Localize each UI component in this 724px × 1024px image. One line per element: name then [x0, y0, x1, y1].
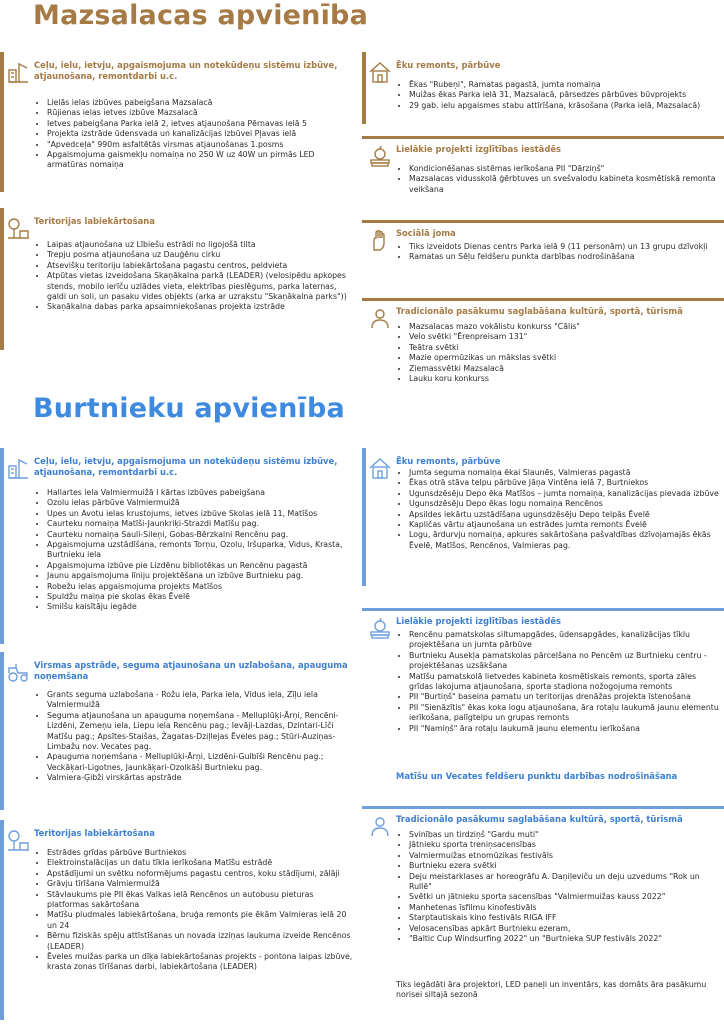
list-item: • Jaunu apgaismojuma līniju projektēšana un izbūve Burtnieku pag. — [47, 571, 354, 581]
list-item: • Kapličas vārtu atjaunošana un estrādes jumta remonts Ēvelē — [409, 520, 720, 530]
list-item: • Rencēnu pamatskolas siltumapgādes, ūdensapgādes, kanalizācijas tīklu projektēšana un jumta pārbūve — [409, 630, 720, 651]
burtnieki-culture-section — [362, 806, 724, 1018]
list-item: • Ietves pabeigšana Parka ielā 2, ietves atjaunošana Pērnavas ielā 5 — [47, 119, 354, 129]
list-item: • Deju meistarklases ar horeogrāfu A. Daņiļeviču un deju uzvedums "Rok un Rullē" — [409, 872, 720, 893]
section-title: Lielākie projekti izglītības iestādēs — [396, 616, 561, 626]
list-item: • Svētki un jātnieku sporta sacensības "Valmiermuižas kauss 2022" — [409, 892, 720, 902]
list-item: • Skaņākalna dabas parka apsaimniekošanas projekta izstrāde — [47, 302, 354, 312]
list-item: • Teātra svētki — [409, 343, 720, 353]
list-item: • Jumta seguma nomaiņa ēkai Slaunēs, Valmieras pagastā — [409, 468, 720, 478]
mazsalaca-culture-section — [362, 298, 724, 400]
mazsalaca-roads-section — [0, 52, 358, 192]
list-item: • Ugunsdzēsēju Depo ēkas logu nomaiņa Rencēnos — [409, 499, 720, 509]
list-item: • Matīšu pamatskolā lietvedes kabineta kosmētiskais remonts, sporta zāles grīdas lakojuma atjaunošana, sporta stadiona nožogojuma remonts — [409, 672, 720, 693]
burtnieki-education-list — [396, 630, 720, 734]
burtnieki-buildings-list — [396, 468, 720, 551]
mazsalaca-social-section — [362, 220, 724, 286]
section-title: Ceļu, ielu, ietvju, apgaismojuma un notekūdeņu sistēmu izbūve, atjaunošana, remontdarbi u.c. — [34, 60, 338, 81]
list-item: • Velo svētki "Ērenpreisam 131" — [409, 332, 720, 342]
section-title: Lielākie projekti izglītības iestādēs — [396, 144, 561, 154]
list-item: • Projekta izstrāde ūdensvada un kanalizācijas izbūvei Pļavas ielā — [47, 129, 354, 139]
list-item: • Seguma atjaunošana un apauguma noņemšana - Melluplūķi-Ārņi, Rencēni-Lizdēni, Zemeņu iela, Liepu iela Rencēnu pag.; Ievāji-Lazdas, Dzintari-Līči Matīšu pag.; Apsītes-Staišas, Žagatas-Dziļlejas Ēveles pag.; Stūri-Auziņas-Limbažu nov. Vecates pag. — [47, 711, 354, 753]
list-item: • "Baltic Cup Windsurfing 2022" un "Burtnieka SUP festivāls 2022" — [409, 934, 720, 944]
list-item: • Ozolu ielas pārbūve Valmiermuižā — [47, 498, 354, 508]
mazsalaca-buildings-section — [362, 52, 724, 124]
road-construction-icon — [6, 456, 30, 480]
events-icon — [368, 814, 392, 838]
list-item: • Atpūtas vietas izveidošana Skaņākalna parkā (LEADER) (velosipēdu apkopes stends, mobilo ierīču uzlādes vieta, elektrības pieslēgums, parka laternas, galdi un soli, un pasaku vides objekts (arka ar uzrakstu "Skaņākalna parks")) — [47, 271, 354, 302]
park-tree-icon — [6, 828, 30, 852]
road-construction-icon — [6, 60, 30, 84]
list-item: • Ēveles muižas parka un dīķa labiekārtošanas projekts - pontona laipas izbūve, krasta zonas tīrīšanas darbi, labiekārtošana (LEADER) — [47, 952, 354, 973]
list-item: • Burtnieku Ausekļa pamatskolas pārcelšana no Pencēm uz Burtnieku centru - projektēšanas uzsākšana — [409, 651, 720, 672]
list-item: • Laipas atjaunošana uz Lībiešu estrādi no ligojošā tilta — [47, 240, 354, 250]
list-item: • Estrādes grīdas pārbūve Burtniekos — [47, 848, 354, 858]
house-icon — [368, 456, 392, 480]
list-item: • Ēkas otrā stāva telpu pārbūve Jāņa Vintēna ielā 7, Burtniekos — [409, 478, 720, 488]
list-item: • Lielās ielas izbūves pabeigšana Mazsalacā — [47, 98, 354, 108]
house-icon — [368, 60, 392, 84]
list-item: • Ēkas "Rubeņi", Ramatas pagastā, jumta nomaiņa — [409, 80, 720, 90]
section-title: Tradicionālo pasākumu saglabāšana kultūrā, sportā, tūrismā — [396, 306, 683, 316]
burtnieki-roads-list — [34, 488, 354, 613]
list-item: • 29 gab. ielu apgaismes stabu attīrīšana, krāsošana (Parka ielā, Mazsalacā) — [409, 101, 720, 111]
mazsalaca-roads-list — [34, 98, 354, 171]
education-apple-icon — [368, 616, 392, 640]
list-item: • Smilšu kaisītāju iegāde — [47, 602, 354, 612]
list-item: • Bērnu fiziskās spēju attīstīšanas un novada izziņas laukuma izveide Rencēnos (LEADER) — [47, 931, 354, 952]
list-item: • Mazie opermūzikas un mākslas svētki — [409, 353, 720, 363]
list-item: • Starptautiskais kino festivāls RIGA IFF — [409, 913, 720, 923]
list-item: • Jātnieku sporta treniņsacensības — [409, 840, 720, 850]
events-icon — [368, 306, 392, 330]
burtnieki-territory-list — [34, 848, 354, 973]
mazsalaca-culture-list — [396, 322, 720, 384]
section-title: Tradicionālo pasākumu saglabāšana kultūrā, sportā, tūrismā — [396, 814, 683, 824]
list-item: • Valmiermuižas etnomūzikas festivāls — [409, 851, 720, 861]
list-item: • "Apvedceļa" 990m asfaltētās virsmas atjaunošanas 1.posms — [47, 140, 354, 150]
section-title: Virsmas apstrāde, seguma atjaunošana un uzlabošana, apauguma noņemšana — [34, 660, 348, 681]
section-title: Teritorijas labiekārtošana — [34, 828, 155, 838]
list-item: • Muižas ēkas Parka ielā 31, Mazsalacā, pārsedzes pārbūves būvprojekts — [409, 90, 720, 100]
burtnieki-buildings-section — [362, 448, 724, 586]
list-item: • Svinības un tirdziņš "Gardu muti" — [409, 830, 720, 840]
burtnieki-culture-list — [396, 830, 720, 944]
list-item: • Ziemassvētki Mazsalacā — [409, 364, 720, 374]
list-item: • Mazsalacas mazo vokālistu konkurss "Cālis" — [409, 322, 720, 332]
list-item: • Apgaismojuma uzstādīšana, remonts Torņu, Ozolu, Iršuparka, Vidus, Krasta, Burtnieku iela — [47, 540, 354, 561]
list-item: • Matīšu pludmales labiekārtošana, bruģa remonts pie ēkām Valmieras ielā 20 un 24 — [47, 910, 354, 931]
list-item: • PII "Burtiņš" baseina pamatu un teritorijas drenāžas projekta īstenošana — [409, 692, 720, 702]
helping-hand-icon — [368, 228, 392, 252]
list-item: • Valmiera-Ģibži virskārtas apstrāde — [47, 773, 354, 783]
list-item: • Stāvlaukums pie PII ēkas Valkas ielā Rencēnos un autobusu pieturas platformas sakārtošana — [47, 890, 354, 911]
section-title: Ceļu, ielu, ietvju, apgaismojuma un notekūdeņu sistēmu izbūve, atjaunošana, remontdarbi u.c. — [34, 456, 338, 477]
list-item: • PII "Namiņš" āra rotaļu laukumā jaunu elementu ierīkošana — [409, 724, 720, 734]
list-item: • Elektroinstalācijas un datu tīkla ierīkošana Matīšu estrādē — [47, 858, 354, 868]
section-title: Teritorijas labiekārtošana — [34, 216, 155, 226]
list-item: • Apstādījumi un svētku noformējums pagastu centros, koku stādījumi, zālāji — [47, 869, 354, 879]
list-item: • Apgaismojuma izbūve pie Lizdēnu bibliotēkas un Rencēnu pagastā — [47, 561, 354, 571]
list-item: • Apgaismojuma gaismekļu nomaiņa no 250 W uz 40W un pirmās LED armatūras nomaiņa — [47, 150, 354, 171]
list-item: • Caurteku nomaiņa Sauli-Sileņi, Gobas-Bērzkalni Rencēnu pag. — [47, 530, 354, 540]
burtnieki-surface-section — [0, 652, 358, 810]
list-item: • Manhetenas īsfilmu kinofestivāls — [409, 903, 720, 913]
list-item: • Grants seguma uzlabošana - Rožu iela, Parka iela, Vidus iela, Zīļu iela Valmiermuižā — [47, 690, 354, 711]
mazsalaca-education-section — [362, 136, 724, 210]
burtnieki-title: Burtnieku apvienība — [33, 393, 345, 424]
list-item: • Caurteku nomaiņa Matīši-Jaunkriķi-Strazdi Matīšu pag. — [47, 519, 354, 529]
mazsalaca-title: Mazsalacas apvienība — [33, 0, 369, 31]
mazsalaca-buildings-list — [396, 80, 720, 111]
mazsalaca-territory-section — [0, 208, 358, 350]
mazsalaca-education-list — [396, 164, 720, 195]
list-item: • Apsildes iekārtu uzstādīšana ugunsdzēsēju Depo telpās Ēvelē — [409, 510, 720, 520]
burtnieki-surface-list — [34, 690, 354, 784]
mazsalaca-social-list — [396, 242, 720, 263]
list-item: • Logu, ārdurvju nomaiņa, apkures sakārtošana pašvaldības dzīvojamajās ēkās Ēvelē, Matīšos, Rencēnos, Valmieras pag. — [409, 530, 720, 551]
tractor-icon — [6, 660, 30, 684]
list-item: • Robežu ielas apgaismojuma projekts Matīšos — [47, 582, 354, 592]
list-item: • Rūjienas ielas ietves izbūve Mazsalacā — [47, 108, 354, 118]
list-item: • Lauku koru konkurss — [409, 374, 720, 384]
list-item: • Velosacensības apkārt Burtnieku ezeram, — [409, 924, 720, 934]
list-item: • Grāvju tīrīšana Valmiermuižā — [47, 879, 354, 889]
list-item: • Kondicionēšanas sistēmas ierīkošana PII "Dārziņš" — [409, 164, 720, 174]
section-title: Ēku remonts, pārbūve — [396, 456, 501, 466]
culture-footer-note: Tiks iegādāti āra projektori, LED paneļi un inventārs, kas domāts āra pasākumu norisei siltajā sezonā — [396, 980, 707, 1000]
park-tree-icon — [6, 216, 30, 240]
list-item: • PII "Sienāzītis" ēkas koka logu atjaunošana, āra rotaļu laukumā jaunu elementu ierīkošana, palīgtelpu un grupas remonts — [409, 703, 720, 724]
burtnieki-territory-section — [0, 820, 358, 1020]
burtnieki-roads-section — [0, 448, 358, 644]
list-item: • Spuldžu maiņa pie skolas ēkas Ēvelē — [47, 592, 354, 602]
section-title: Ēku remonts, pārbūve — [396, 60, 501, 70]
mazsalaca-territory-list — [34, 240, 354, 313]
list-item: • Upes un Avotu ielas krustojums, ietves izbūve Skolas ielā 11, Matīšos — [47, 509, 354, 519]
list-item: • Tiks izveidots Dienas centrs Parka ielā 9 (11 personām) un 13 grupu dzīvokļi — [409, 242, 720, 252]
list-item: • Burtnieku ezera svētki — [409, 861, 720, 871]
list-item: • Trepju posma atjaunošana uz Dauģēnu cirku — [47, 250, 354, 260]
education-apple-icon — [368, 144, 392, 168]
burtnieki-education-section — [362, 608, 724, 752]
burtnieki-medical-heading: Matīšu un Vecates feldšeru punktu darbības nodrošināšana — [396, 771, 678, 781]
list-item: • Apauguma noņemšana - Melluplūķi-Ārņi, Lizdēni-Gulbīši Rencēnu pag.; Veckāķari-Ligotnes, Jaunkāķari-Ozolkāši Burtnieku pag. — [47, 752, 354, 773]
list-item: • Ramatas un Sēļu feldšeru punkta darbības nodrošināšana — [409, 252, 720, 262]
list-item: • Atsevišķu teritoriju labiekārtošana pagastu centros, peldvieta — [47, 261, 354, 271]
list-item: • Ugunsdzēsēju Depo ēka Matīšos – jumta nomaiņa, kanalizācijas pievada izbūve — [409, 489, 720, 499]
section-title: Sociālā joma — [396, 228, 456, 238]
list-item: • Hallartes iela Valmiermuižā I kārtas izbūves pabeigšana — [47, 488, 354, 498]
list-item: • Mazsalacas vidusskolā ģērbtuves un svešvalodu kabineta kosmētiskā remonta veikšana — [409, 174, 720, 195]
